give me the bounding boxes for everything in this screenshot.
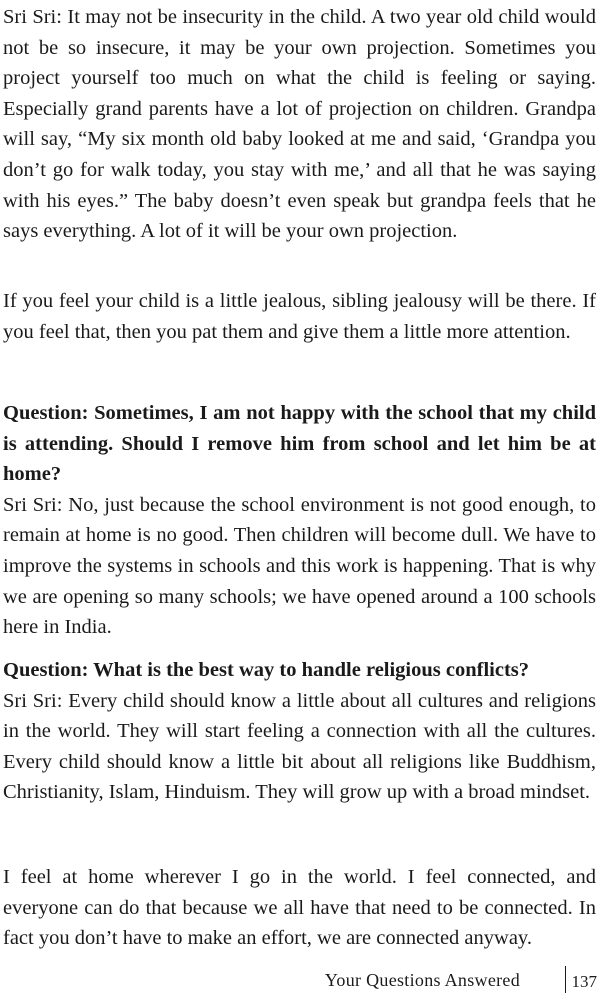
footer-divider [565, 966, 566, 993]
jealousy-text-block [3, 286, 596, 347]
answer-paragraph-projection: Sri Sri: It may not be insecurity in the child. A two year old child would not be so insecure, it may be your own projection. Sometimes you project yourself too much on what the child is feeling or saying. Especially grand parents have a lot of projection on children. Grandpa will say, “My six month old baby looked at me and said, ‘Grandpa you don’t go for walk today, you stay with me,’ and all that he was saying with his eyes.” The baby doesn’t even speak but grandpa feels that he says everything. A lot of it will be your own projection. [3, 6, 596, 243]
closing-text-block [3, 862, 596, 954]
answer-paragraph-religion: Sri Sri: Every child should know a little about all cultures and religions in the world. They will start feeling a connection with all the cultures. Every child should know a little bit about all religions like Buddhism, Christianity, Islam, Hinduism. They will grow up with a broad mindset. [3, 689, 596, 804]
question-school: Question: Sometimes, I am not happy with the school that my child is attending. Should I remove him from school and let him be at home? [3, 402, 596, 486]
answer-paragraph-school: Sri Sri: No, just because the school environment is not good enough, to remain at home is no good. Then children will become dull. We have to improve the systems in schools and this work is happening. That is why we are opening so many schools; we have opened around a 100 schools here in India. [3, 493, 596, 639]
religion-qa-block [3, 655, 596, 808]
page-footer [0, 966, 600, 997]
school-qa-block [3, 398, 596, 643]
running-title: Your Questions Answered [324, 970, 520, 990]
page-number: 137 [571, 972, 597, 991]
question-religion: Question: What is the best way to handle religious conflicts? [3, 659, 530, 681]
top-text-block [3, 2, 596, 247]
answer-paragraph-jealousy: If you feel your child is a little jealous, sibling jealousy will be there. If you feel that, then you pat them and give them a little more attention. [3, 290, 596, 343]
answer-paragraph-connected: I feel at home wherever I go in the world. I feel connected, and everyone can do that because we all have that need to be connected. In fact you don’t have to make an effort, we are connected anyway. [3, 866, 596, 950]
